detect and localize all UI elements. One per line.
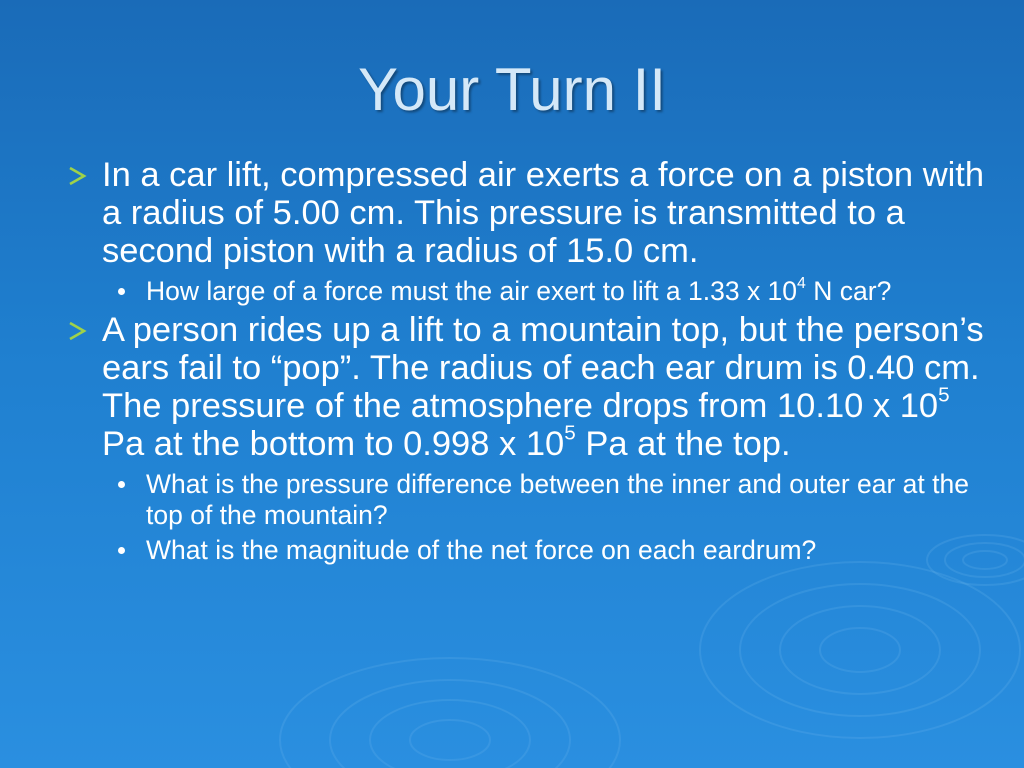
dot-bullet-icon	[118, 481, 125, 488]
bullet-text: A person rides up a lift to a mountain top, but the person’s ears fail to “pop”. The radius of each ear drum is 0.40 cm. The pressure of the atmosphere drops from 10.10 x $10^5$ Pa at the bottom to 0.998 x $10^5$ Pa at the top.	[102, 311, 984, 463]
dot-bullet-icon	[118, 288, 125, 295]
slide-title: Your Turn II	[358, 56, 666, 123]
bullet-item	[60, 156, 990, 270]
sub-bullet-item	[60, 469, 990, 531]
sub-bullet-item	[60, 276, 990, 307]
bullet-group-mountain	[60, 311, 990, 566]
arrow-bullet-icon	[66, 320, 88, 342]
bullet-text: In a car lift, compressed air exerts a force on a piston with a radius of 5.00 cm. This pressure is transmitted to a second piston with a radius of 15.0 cm.	[102, 156, 985, 270]
sub-bullet-item	[60, 535, 990, 566]
sub-bullet-text: What is the magnitude of the net force on each eardrum?	[146, 535, 817, 565]
dot-bullet-icon	[118, 547, 125, 554]
sub-bullet-text: How large of a force must the air exert to lift a 1.33 x $10^4$ N car?	[146, 275, 892, 306]
arrow-bullet-icon	[66, 165, 88, 187]
bullet-group-car-lift	[60, 156, 990, 307]
bullet-item	[60, 311, 990, 463]
sub-bullet-text: What is the pressure difference between the inner and outer ear at the top of the mountain?	[146, 469, 969, 530]
slide-body	[60, 156, 990, 570]
